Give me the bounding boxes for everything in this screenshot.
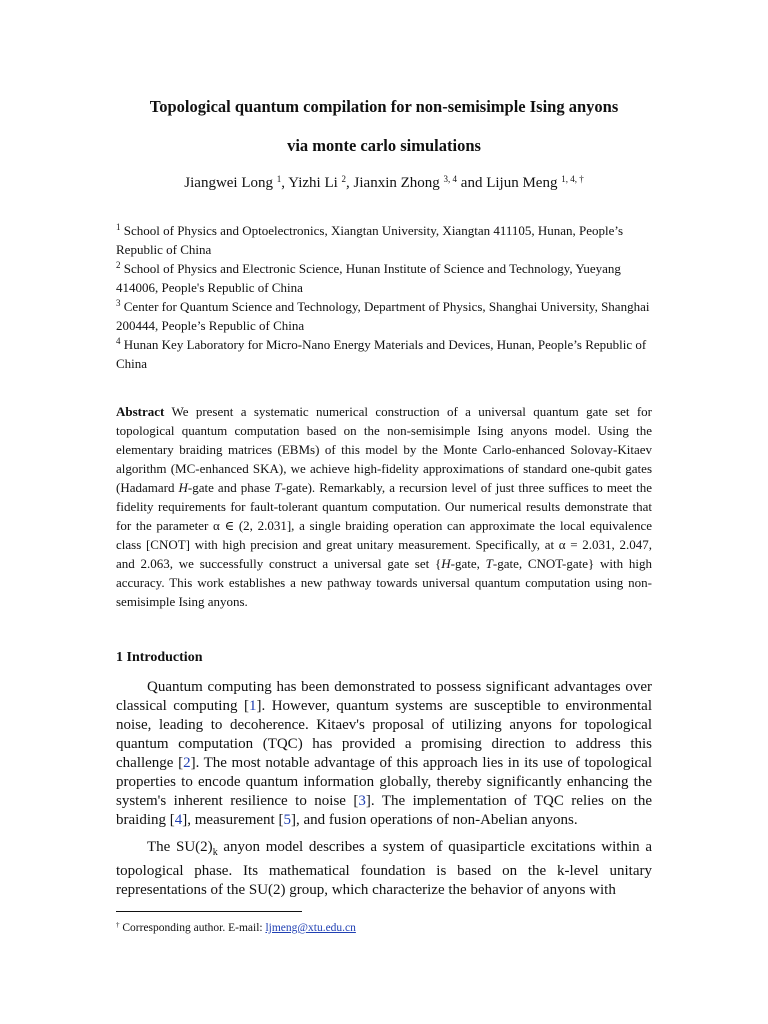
citation-link[interactable]: 4 [174, 812, 183, 828]
citation-bracket: ] [182, 812, 188, 828]
affiliation: $^3$ Center for Quantum Science and Technology, Department of Physics, Shanghai University, Shanghai 200444, People’s Republic of China [116, 298, 650, 333]
footnote: † Corresponding author. E-mail: ljmeng@xtu.edu.cn [116, 921, 356, 934]
author-list [0, 173, 768, 193]
citation-bracket: ] [365, 793, 371, 809]
paragraph-text: Quantum computing has been demonstrated to possess significant advantages over classical computing [116, 679, 652, 714]
citation-bracket: [ [243, 698, 249, 714]
affiliation: $^2$ School of Physics and Electronic Science, Hunan Institute of Science and Technology, Yueyang 414006, People's Republic of China [116, 260, 621, 295]
citation-link[interactable]: 2 [183, 755, 191, 771]
paragraph-text: . The most notable advantage of this approach lies in its use of topological properties to encode quantum information globally, thereby significantly enhancing the system's inherent resilience to noise [116, 755, 652, 809]
citation-bracket: [ [169, 812, 175, 828]
email-link[interactable]: ljmeng@xtu.edu.cn [265, 922, 356, 934]
paper-title-line-2: via monte carlo simulations [287, 136, 481, 155]
affiliation: $^1$ School of Physics and Optoelectronics, Xiangtan University, Xiangtan 411105, Hunan, People’s Republic of China [116, 222, 624, 257]
footnote-rule [116, 911, 302, 912]
section-heading: 1 Introduction [116, 650, 203, 665]
citation-link[interactable]: 5 [283, 812, 291, 828]
abstract: Abstract We present a systematic numerical construction of a universal quantum gate set for topological quantum computation based on the non-semisimple Ising anyons model. Using the elementary braiding matrices (EBMs) of this model by the Monte Carlo-enhanced Solovay-Kitaev algorithm (MC-enhanced SKA), we achieve high-fidelity approximations of standard one-qubit gates (Hadamard H-gate and phase T-gate). Remarkably, a recursion level of just three suffices to meet the fidelity requirements for fault-tolerant quantum computation. Our numerical results demonstrate that for the parameter α ∈ (2, 2.031], a single braiding operation can approximate the local equivalence class [CNOT] with high precision and great unitary measurement. Specifically, at α = 2.031, 2.047, and 2.063, we successfully construct a universal gate set {H-gate, T-gate, CNOT-gate} with high accuracy. This work establishes a new pathway towards universal quantum computation using non-semisimple Ising anyons. [116, 404, 653, 609]
author: Yizhi Li $^2$, [288, 174, 354, 191]
paragraph-text: . The implementation of TQC relies on the braiding [116, 793, 652, 828]
paragraph [116, 678, 652, 830]
citation-bracket: [ [353, 793, 359, 809]
abstract-label: Abstract [116, 404, 165, 419]
citation-bracket: ] [256, 698, 262, 714]
citation-bracket: [ [278, 812, 284, 828]
author: Lijun Meng $^{1, 4, \dagger}$ [486, 174, 584, 191]
paragraph: The $SU(2)_k$ anyon model describes a system of quasiparticle excitations within a topological phase. Its mathematical foundation is based on the k-level unitary representations of the SU(2) group, which characterize the behavior of anyons with [116, 839, 652, 898]
author: Jiangwei Long $^1$, [184, 174, 289, 191]
citation-bracket: [ [178, 755, 184, 771]
introduction-body [116, 678, 652, 900]
citation-bracket: ] [290, 812, 296, 828]
citation-link[interactable]: 1 [248, 698, 257, 714]
author: Jianxin Zhong $^{3, 4}$ and [353, 174, 487, 191]
paragraph-text: . However, quantum systems are susceptible to environmental noise, leading to decoherence. Kitaev's proposal of utilizing anyons for topological quantum computation (TQC) has provided a promising direction to address this challenge [116, 698, 653, 771]
paragraph-text: , and fusion operations of non-Abelian anyons. [295, 812, 578, 828]
citation-bracket: ] [190, 755, 196, 771]
affiliation: $^4$ Hunan Key Laboratory for Micro-Nano Energy Materials and Devices, Hunan, People’s Republic of China [116, 336, 647, 371]
affiliation-list [116, 221, 656, 373]
paper-title-line-1: Topological quantum compilation for non-semisimple Ising anyons [149, 97, 619, 116]
paragraph-text: , measurement [187, 812, 279, 828]
citation-link[interactable]: 3 [358, 793, 366, 809]
